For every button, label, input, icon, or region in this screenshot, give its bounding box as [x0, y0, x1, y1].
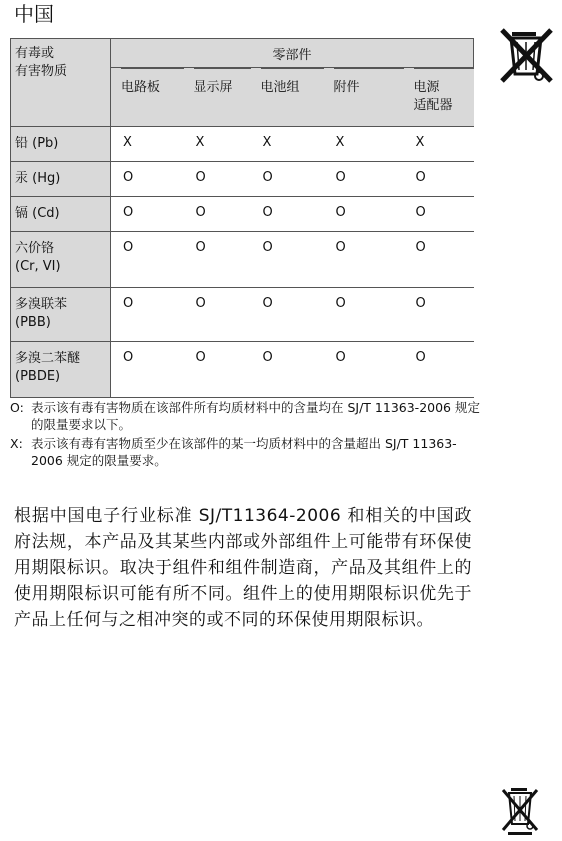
substance-cell: [11, 162, 111, 197]
page-title: 中国: [14, 2, 54, 26]
header-part: 电路板: [111, 68, 184, 127]
value-cell: X: [324, 127, 404, 162]
value-cell: O: [184, 162, 251, 197]
value-cell: X: [404, 127, 474, 162]
value-cell: O: [324, 162, 404, 197]
header-part: 附件: [324, 68, 404, 127]
value-cell: O: [184, 197, 251, 232]
header-substance: 有毒或 有害物质: [11, 39, 111, 127]
value-cell: O: [324, 197, 404, 232]
note-text: 表示该有毒有害物质至少在该部件的某一均质材料中的含量超出 SJ/T 11363-2006 规定的限量要求。: [31, 436, 457, 468]
environmental-use-period-paragraph: 根据中国电子行业标准 SJ/T11364-2006 和相关的中国政府法规，本产品及其某些内部或外部组件上可能带有环保使用期限标识。取决于组件和组件制造商，产品及其组件上的使用期限标识可能有所不同。组件上的使用期限标识优先于产品上任何与之相冲突的或不同的环保使用期限标识。: [14, 506, 472, 630]
header-part: 显示屏: [184, 68, 251, 127]
value-cell: O: [184, 232, 251, 288]
table-row: [11, 288, 474, 342]
value-cell: X: [251, 127, 324, 162]
substance-cell: [11, 197, 111, 232]
value-cell: O: [324, 232, 404, 288]
value-cell: O: [324, 288, 404, 342]
value-cell: X: [111, 127, 184, 162]
substance-label: 多溴联苯 (PBB): [15, 297, 68, 330]
value-cell: O: [184, 342, 251, 398]
note-key: O:: [10, 400, 24, 415]
table-row: [11, 232, 474, 288]
substance-label: 汞 (Hg): [15, 171, 61, 186]
value-cell: O: [324, 342, 404, 398]
value-cell: O: [251, 288, 324, 342]
value-cell: X: [184, 127, 251, 162]
value-cell: O: [251, 232, 324, 288]
value-cell: O: [404, 232, 474, 288]
value-cell: O: [251, 162, 324, 197]
table-row: [11, 197, 474, 232]
hazardous-substances-table: [10, 38, 474, 398]
substance-label: 多溴二苯醚 (PBDE): [15, 351, 81, 384]
table-row: [11, 342, 474, 398]
notes: [10, 399, 480, 471]
substance-cell: [11, 288, 111, 342]
crossed-out-wheelie-bin-icon: [500, 786, 540, 836]
note-o: [10, 399, 480, 433]
table-row: [11, 162, 474, 197]
substance-cell: [11, 232, 111, 288]
value-cell: O: [251, 342, 324, 398]
value-cell: O: [404, 162, 474, 197]
value-cell: O: [184, 288, 251, 342]
header-part: 电源 适配器: [404, 68, 474, 127]
crossed-out-wheelie-bin-icon: [497, 26, 555, 84]
value-cell: O: [404, 342, 474, 398]
substance-label: 铅 (Pb): [15, 136, 59, 151]
value-cell: O: [111, 162, 184, 197]
value-cell: O: [111, 232, 184, 288]
value-cell: O: [111, 342, 184, 398]
table-row: [11, 127, 474, 162]
note-text: 表示该有毒有害物质在该部件所有均质材料中的含量均在 SJ/T 11363-2006 规定的限量要求以下。: [31, 400, 480, 432]
value-cell: O: [251, 197, 324, 232]
substance-label: 镉 (Cd): [15, 206, 60, 221]
header-part: 电池组: [251, 68, 324, 127]
note-key: X:: [10, 436, 23, 451]
value-cell: O: [111, 288, 184, 342]
value-cell: O: [404, 288, 474, 342]
substance-label: 六价铬 (Cr, VI): [15, 241, 61, 274]
substance-cell: [11, 127, 111, 162]
value-cell: O: [404, 197, 474, 232]
header-parts-group: 零部件: [111, 39, 474, 68]
note-x: [10, 435, 480, 469]
value-cell: O: [111, 197, 184, 232]
substance-cell: [11, 342, 111, 398]
